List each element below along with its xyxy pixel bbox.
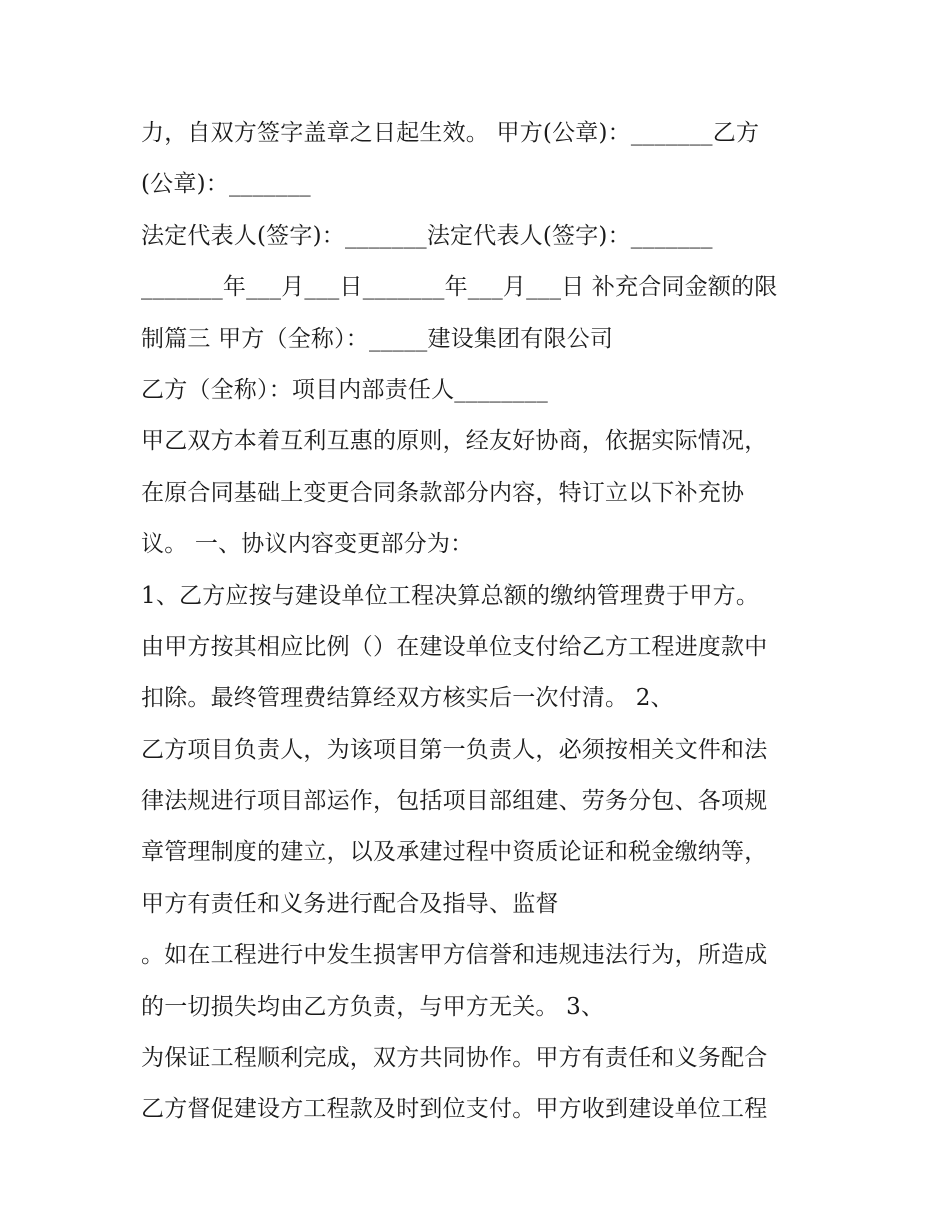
text-line: _______年___月___日_______年___月___日 补充合同金额的限 xyxy=(141,274,778,301)
text-line: 扣除。最终管理费结算经双方核实后一次付清。 2、 xyxy=(141,685,674,712)
text-line: 的一切损失均由乙方负责，与甲方无关。 3、 xyxy=(141,993,605,1020)
text-line: 。如在工程进行中发生损害甲方信誉和违规违法行为，所造成 xyxy=(141,942,768,969)
text-line: 乙方督促建设方工程款及时到位支付。甲方收到建设单位工程 xyxy=(141,1096,768,1123)
text-line: 制篇三 甲方（全称）：_____建设集团有限公司 xyxy=(141,325,614,352)
text-line: 议。 一、协议内容变更部分为： xyxy=(141,531,474,558)
text-line: 为保证工程顺利完成，双方共同协作。甲方有责任和义务配合 xyxy=(141,1045,768,1072)
text-line: 甲乙双方本着互利互惠的原则，经友好协商，依据实际情况， xyxy=(141,428,768,455)
text-line: 乙方（全称）：项目内部责任人________ xyxy=(141,376,548,403)
text-line: (公章)：_______ xyxy=(141,171,311,198)
text-line: 章管理制度的建立，以及承建过程中资质论证和税金缴纳等， xyxy=(141,839,768,866)
text-line: 力，自双方签字盖章之日起生效。 甲方(公章)：_______乙方 xyxy=(141,120,760,146)
contract-text xyxy=(141,108,831,1136)
text-line: 由甲方按其相应比例（）在建设单位支付给乙方工程进度款中 xyxy=(141,633,768,660)
text-line: 律法规进行项目部运作，包括项目部组建、劳务分包、各项规 xyxy=(141,788,768,815)
text-line: 在原合同基础上变更合同条款部分内容，特订立以下补充协 xyxy=(141,479,745,506)
text-line: 甲方有责任和义务进行配合及指导、监督 xyxy=(141,890,559,917)
text-line: 法定代表人(签字)：_______法定代表人(签字)：_______ xyxy=(141,222,713,249)
text-line: 乙方项目负责人，为该项目第一负责人，必须按相关文件和法 xyxy=(141,736,768,763)
text-line: 1、乙方应按与建设单位工程决算总额的缴纳管理费于甲方。 xyxy=(141,582,760,609)
